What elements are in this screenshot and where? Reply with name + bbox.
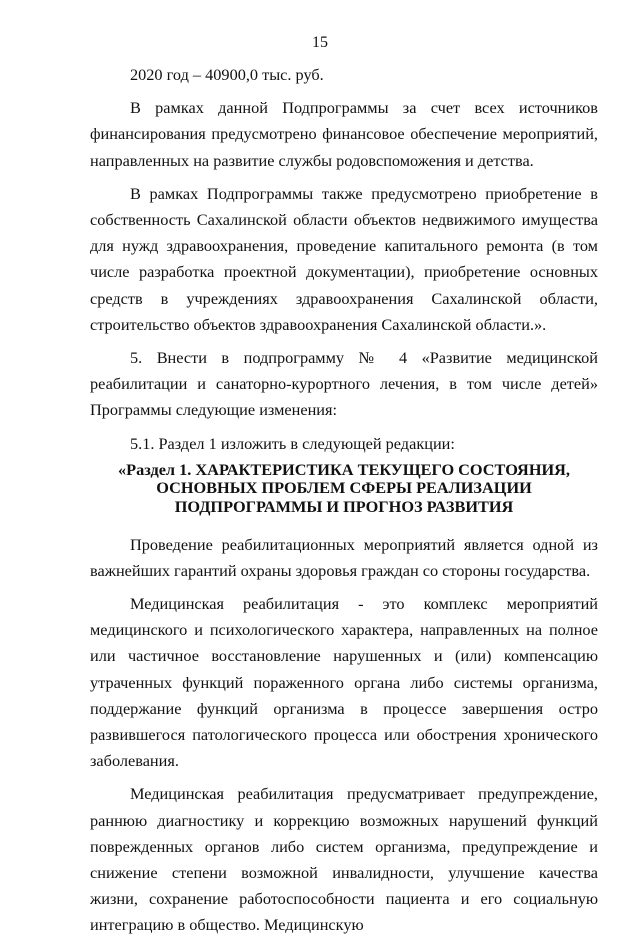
- section-heading-line: ПОДПРОГРАММЫ И ПРОГНОЗ РАЗВИТИЯ: [174, 497, 514, 517]
- paragraph-gap: [90, 525, 598, 532]
- paragraph-gap: [90, 584, 598, 591]
- paragraph-gap: [90, 424, 598, 431]
- paragraph-funding-2020: 2020 год – 40900,0 тыс. руб.: [130, 65, 324, 84]
- document-body: [90, 62, 598, 939]
- section-heading-line: «Раздел 1. ХАРАКТЕРИСТИКА ТЕКУЩЕГО СОСТОЯНИЯ,: [118, 459, 570, 479]
- paragraph-rehab-guarantees: Проведение реабилитационных мероприятий является одной из важнейших гарантий охраны здоровья граждан со стороны государства.: [90, 534, 598, 580]
- paragraph-property-acquisition: В рамках Подпрограммы также предусмотрено приобретение в собственность Сахалинской области объектов недвижимого имущества для нужд здравоохранения, проведение капитального ремонта (в том числе разработка проектной документации), приобретение основных средств в учреждениях здравоохранения Сахалинской области, строительство объектов здравоохранения Сахалинской области.».: [90, 183, 598, 334]
- paragraph-gap: [90, 774, 598, 781]
- paragraph-gap: [90, 174, 598, 181]
- paragraph-maternity-service: В рамках данной Подпрограммы за счет всех источников финансирования предусмотрено финансовое обеспечение мероприятий, направленных на развитие службы родовспоможения и детства.: [90, 98, 598, 170]
- paragraph-gap: [90, 338, 598, 345]
- paragraph-rehab-prevention: Медицинская реабилитация предусматривает предупреждение, раннюю диагностику и коррекцию возможных нарушений функций поврежденных органов либо систем организма, предупреждение и снижение степени возможной инвалидности, улучшение качества жизни, сохранение работоспособности пациента и его социальную интеграцию в общество. Медицинскую: [90, 784, 598, 935]
- paragraph-gap: [90, 88, 598, 95]
- paragraph-section-1-redaction: 5.1. Раздел 1 изложить в следующей редакции:: [130, 433, 455, 453]
- section-heading: [90, 461, 598, 517]
- section-heading-line: ОСНОВНЫХ ПРОБЛЕМ СФЕРЫ РЕАЛИЗАЦИИ: [156, 478, 532, 498]
- page-number: 15: [312, 34, 328, 51]
- paragraph-rehab-definition: Медицинская реабилитация - это комплекс мероприятий медицинского и психологического характера, направленных на полное или частичное восстановление нарушенных и (или) компенсацию утраченных функций пораженного органа либо системы организма, поддержание функций организма в процессе завершения остро развившегося патологического процесса или обострения хронического заболевания.: [90, 594, 598, 771]
- paragraph-amend-subprogram-4: 5. Внести в подпрограмму № 4 «Развитие медицинской реабилитации и санаторно-курортного лечения, в том числе детей» Программы следующие изменения:: [90, 348, 598, 420]
